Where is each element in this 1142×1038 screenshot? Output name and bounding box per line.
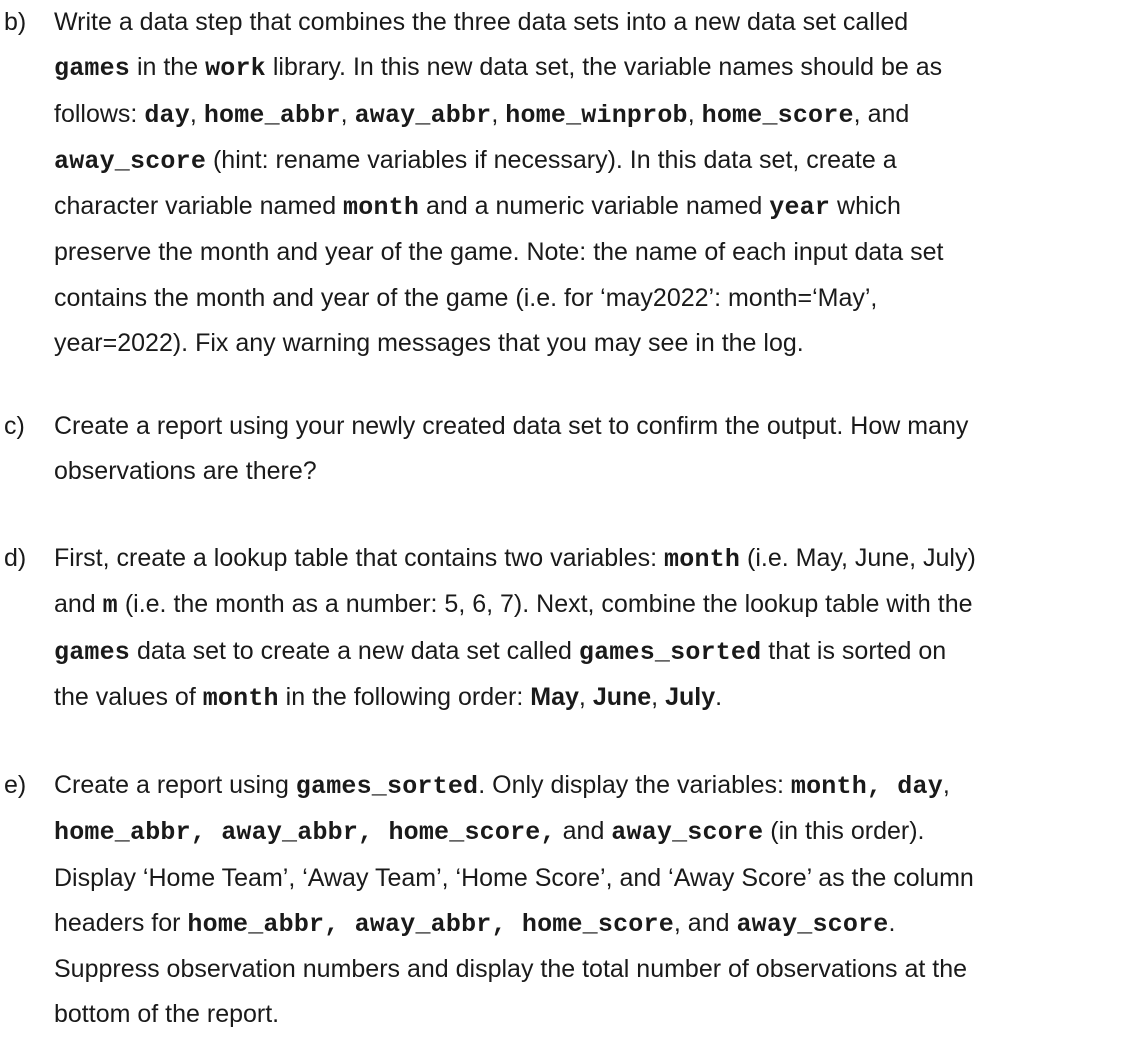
text-segment: . [888,908,896,937]
question-label: d) [4,544,27,572]
text-segment: contains the month and year of the game (i.e. for ‘may2022’: month=‘May’, [54,283,878,312]
text-line [54,92,1142,138]
text-segment: , and [673,908,737,937]
question-label: c) [4,412,25,440]
code-term: away_score [736,909,889,939]
question-text [54,763,1142,1038]
code-term: games [54,54,131,84]
text-segment: and [555,817,612,846]
text-segment: in the following order: [278,682,531,711]
text-segment: Write a data step that combines the three data sets into a new data set called [54,8,909,36]
text-segment: headers for [54,908,188,937]
code-term: month, day [790,772,943,801]
text-segment: data set to create a new data set called [130,636,579,665]
text-segment: Create a report using [54,771,296,799]
text-segment: (hint: rename variables if necessary). In this data set, create a [206,145,897,174]
bold-term: June [592,682,652,711]
text-line [54,404,1142,449]
bold-term: July [665,682,716,711]
text-segment: and a numeric variable named [419,192,770,221]
text-line [54,809,1142,855]
text-segment: (i.e. the month as a number: 5, 6, 7). Next, combine the lookup table with the [117,590,973,619]
code-term: work [205,54,266,84]
question-text [54,404,1142,495]
code-term: day [144,100,190,130]
text-line [54,582,1142,628]
text-line [54,184,1142,230]
text-line [54,449,1142,494]
question-label: b) [4,8,27,36]
text-segment: . [715,682,723,711]
code-term: month [202,683,279,713]
text-segment: in the [130,53,206,82]
text-segment: year=2022). Fix any warning messages that you may see in the log. [54,329,804,358]
text-segment: , [687,99,702,128]
text-segment: observations are there? [54,457,317,486]
text-line [54,230,1142,275]
text-segment: . Only display the variables: [478,771,791,799]
text-segment: Suppress observation numbers and display the total number of observations at the [54,955,968,984]
text-segment: , [340,99,355,128]
code-term: m [102,591,118,621]
text-segment: Display ‘Home Team’, ‘Away Team’, ‘Home Score’, and ‘Away Score’ as the column [54,863,974,892]
text-line [54,0,1142,45]
text-line [54,321,1142,366]
text-segment: (in this order). [763,817,925,846]
code-term: home_score [701,100,854,130]
code-term: year [769,193,831,223]
question-text [54,0,1142,366]
text-segment: bottom of the report. [54,1000,280,1029]
code-term: home_abbr, away_abbr, home_score, [54,818,556,848]
code-term: away_score [54,146,207,176]
code-term: games_sorted [295,772,479,801]
question-label: e) [4,771,27,799]
text-segment: First, create a lookup table that contains two variables: [54,544,665,572]
code-term: away_abbr [354,100,492,130]
text-segment: , [189,99,204,128]
text-segment: , [942,771,950,799]
text-segment: character variable named [54,192,344,221]
text-segment: , [491,99,506,128]
text-line [54,856,1142,901]
text-segment: Create a report using your newly created data set to confirm the output. How many [54,412,969,440]
text-segment: follows: [54,99,145,128]
code-term: games [54,637,131,667]
text-line [54,138,1142,184]
text-segment: , [651,682,666,711]
question-text [54,536,1142,721]
code-term: month [664,545,741,574]
text-line [54,901,1142,947]
text-line [54,536,1142,582]
text-segment: and [54,590,103,619]
code-term: home_abbr [203,100,341,130]
text-segment: that is sorted on [761,636,947,665]
text-segment: (i.e. May, June, July) [740,544,976,572]
text-line [54,947,1142,992]
bold-term: May [530,682,579,711]
text-segment: library. In this new data set, the variable names should be as [265,53,943,82]
code-term: home_abbr, away_abbr, home_score [187,909,674,939]
text-line [54,629,1142,675]
code-term: away_score [611,818,764,848]
code-term: month [343,193,420,223]
text-line [54,45,1142,91]
text-line [54,992,1142,1037]
text-segment: , [578,682,593,711]
code-term: home_winprob [505,100,688,130]
text-segment: preserve the month and year of the game. Note: the name of each input data set [54,238,944,267]
text-line [54,675,1142,721]
text-segment: which [830,192,901,221]
text-segment: , and [853,99,910,128]
text-line [54,276,1142,321]
text-line [54,763,1142,809]
code-term: games_sorted [578,637,762,667]
text-segment: the values of [54,682,203,711]
